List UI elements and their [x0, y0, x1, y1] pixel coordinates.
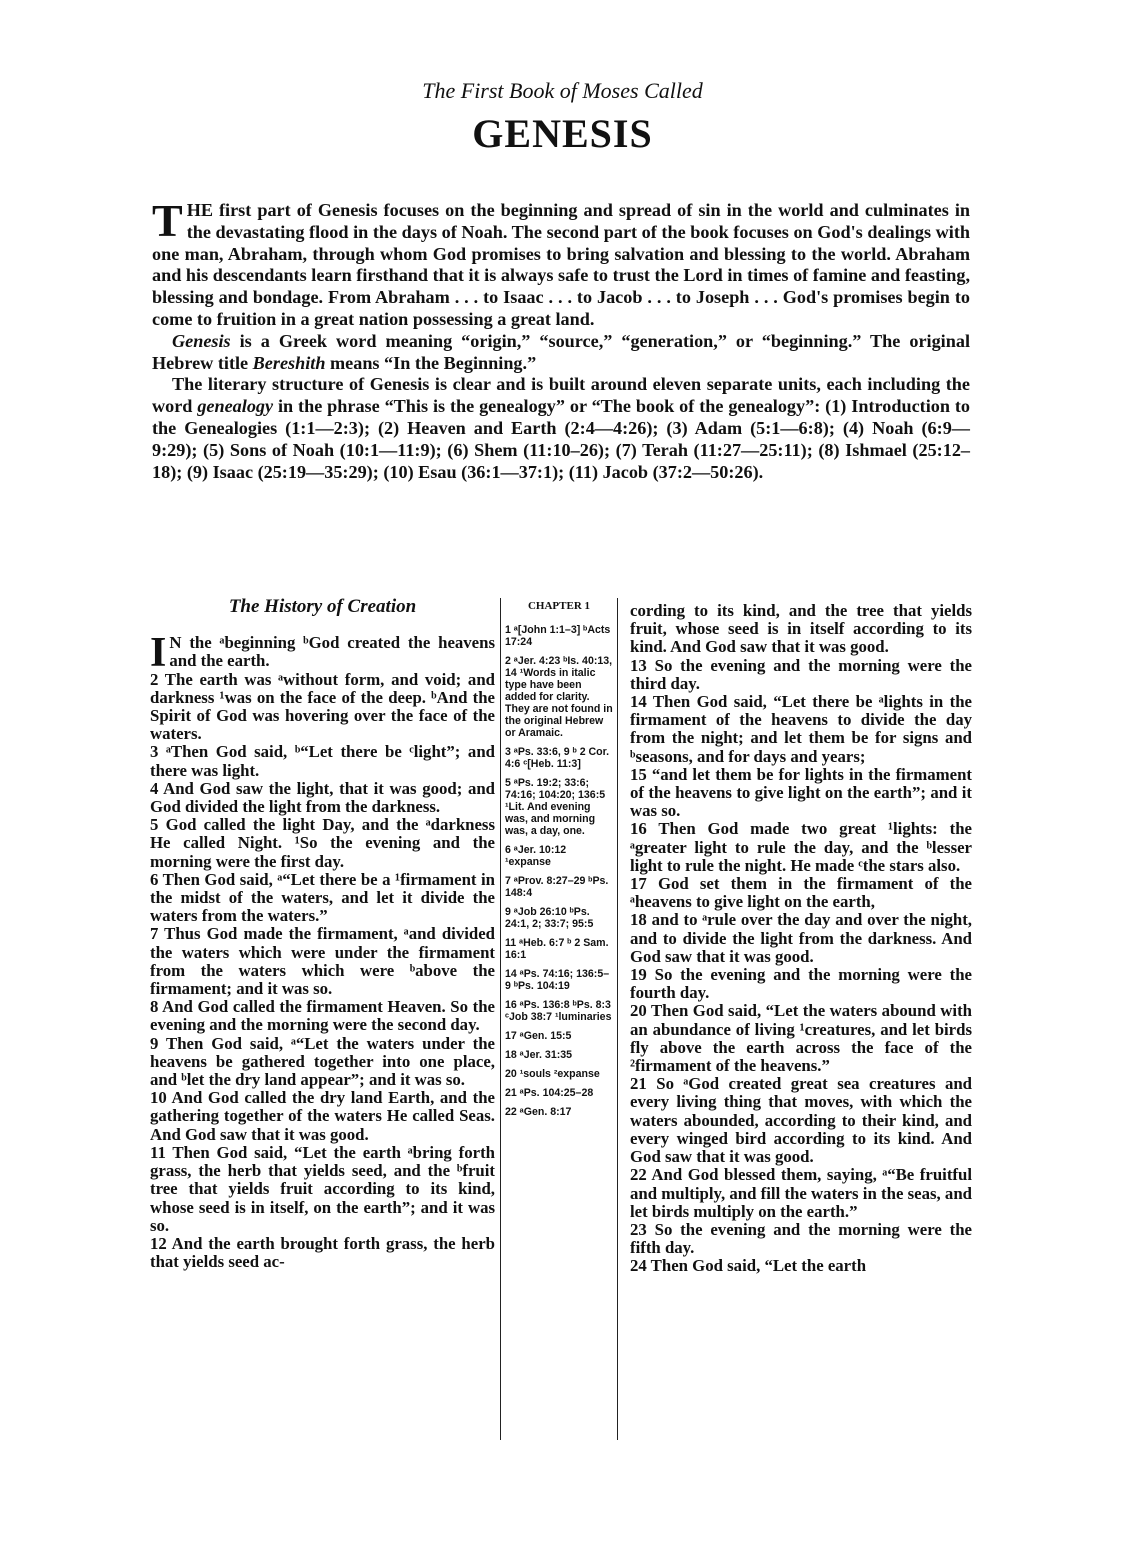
verse-19: 19 So the evening and the morning were the fourth day.: [630, 965, 972, 1003]
verse-12-continued: cording to its kind, and the tree that yields fruit, whose seed is in itself according to its kind. And God saw that it was good.: [630, 601, 972, 657]
verse-3: 3 ᵃThen God said, ᵇ“Let there be ᶜlight”; and there was light.: [150, 742, 495, 780]
verse-24: 24 Then God said, “Let the earth: [630, 1256, 867, 1276]
cross-reference: 22 ᵃGen. 8:17: [505, 1106, 572, 1118]
verse-18: 18 and to ᵃrule over the day and over the night, and to divide the light from the darkness. And God saw that it was good.: [630, 910, 972, 966]
verse-1-text: N the ᵃbeginning ᵇGod created the heavens and the earth.: [169, 633, 495, 671]
chapter-label: CHAPTER 1: [527, 600, 591, 612]
verse-21: 21 So ᵃGod created great sea creatures and every living thing that moves, with which the waters abounded, according to their kind, and every winged bird according to its kind. And God saw that it was good.: [630, 1074, 972, 1167]
cross-reference: 20 ¹souls ²expanse: [505, 1068, 600, 1080]
book-introduction: [152, 195, 970, 483]
cross-reference: 9 ᵃJob 26:10 ᵇPs. 24:1, 2; 33:7; 95:5: [505, 906, 594, 930]
verse-10: 10 And God called the dry land Earth, and the gathering together of the waters He called Seas. And God saw that it was good.: [150, 1088, 495, 1144]
cross-reference: 1 ᵃ[John 1:1–3] ᵇActs 17:24: [505, 624, 611, 648]
verse-11: 11 Then God said, “Let the earth ᵃbring forth grass, the herb that yields seed, and the ᵇfruit tree that yields fruit according to its kind, whose seed is in itself, on the earth”; and it was so.: [150, 1142, 495, 1235]
intro-paragraph-3: [152, 374, 970, 483]
cross-reference: 5 ᵃPs. 19:2; 33:6; 74:16; 104:20; 136:5 ¹Lit. And evening was, and morning was, a day, one.: [505, 777, 606, 837]
intro-p1-text: HE first part of Genesis focuses on the beginning and spread of sin in the world and culminates in the devastating flood in the days of Noah. The second part of the book focuses on God's dealings with one man, Abraham, through whom God promises to bring salvation and blessing to the world. Abraham and his descendants learn firsthand that it is always safe to trust the Lord in times of famine and feasting, blessing and bondage. From Abraham . . . to Isaac . . . to Jacob . . . to Joseph . . . God's promises begin to come to fruition in a great nation possessing a great land.: [152, 200, 970, 329]
verse-6: 6 Then God said, ᵃ“Let there be a ¹firmament in the midst of the waters, and let it divide the waters from the waters.”: [150, 869, 495, 926]
cross-reference: 2 ᵃJer. 4:23 ᵇIs. 40:13, 14 ¹Words in italic type have been added for clarity. They are not found in the original Hebrew or Aramaic.: [505, 655, 613, 739]
scripture-column-right: [630, 602, 972, 1276]
cross-reference: 11 ᵃHeb. 6:7 ᵇ 2 Sam. 16:1: [505, 937, 609, 961]
intro-p2-genesis: Genesis: [172, 330, 231, 351]
verse-14: 14 Then God said, “Let there be ᵃlights in the firmament of the heavens to divide the day from the night; and let them be for signs and ᵇseasons, and for days and years;: [630, 692, 972, 766]
cross-reference: 16 ᵃPs. 136:8 ᵇPs. 8:3 ᶜJob 38:7 ¹luminaries: [505, 999, 612, 1023]
verse-22: 22 And God blessed them, saying, ᵃ“Be fruitful and multiply, and fill the waters in the seas, and let birds multiply on the earth.”: [630, 1165, 972, 1221]
verse-15: 15 “and let them be for lights in the firmament of the heavens to give light on the earth”; and it was so.: [630, 764, 972, 821]
intro-p3-text: The literary structure of Genesis is clear and is built around eleven separate units, each including the word: [152, 374, 970, 417]
cross-reference: 21 ᵃPs. 104:25–28: [505, 1087, 594, 1099]
cross-reference: 14 ᵃPs. 74:16; 136:5–9 ᵇPs. 104:19: [505, 968, 610, 992]
verse-13: 13 So the evening and the morning were the third day.: [630, 655, 972, 693]
intro-paragraph-1: [152, 195, 970, 331]
verse-1-dropcap: I: [150, 630, 167, 677]
intro-p2-text: is a Greek word meaning “origin,” “source,” “generation,” or “beginning.” The original Hebrew title: [152, 330, 970, 373]
verse-16: 16 Then God made two great ¹lights: the ᵃgreater light to rule the day, and the ᵇlesser light to rule the night. He made ᶜthe stars also.: [630, 819, 972, 875]
verse-2: 2 The earth was ᵃwithout form, and void; and darkness ¹was on the face of the deep. ᵇAnd the Spirit of God was hovering over the face of the waters.: [150, 669, 495, 744]
cross-reference-column: [500, 598, 618, 1440]
verse-23: 23 So the evening and the morning were the fifth day.: [630, 1219, 972, 1258]
book-subtitle: The First Book of Moses Called: [422, 78, 703, 103]
section-heading: The History of Creation: [228, 596, 417, 617]
intro-p3-genealogy: genealogy: [197, 396, 274, 417]
intro-p2-text-end: means “In the Beginning.”: [325, 352, 537, 373]
verse-17: 17 God set them in the firmament of the ᵃheavens to give light on the earth,: [630, 874, 972, 912]
cross-reference: 6 ᵃJer. 10:12 ¹expanse: [505, 844, 567, 868]
verse-4: 4 And God saw the light, that it was good; and God divided the light from the darkness.: [150, 778, 495, 817]
verse-7: 7 Thus God made the firmament, ᵃand divided the waters which were under the firmament from the waters which were ᵇabove the firmament; and it was so.: [150, 924, 495, 999]
cross-reference: 18 ᵃJer. 31:35: [505, 1049, 573, 1061]
verse-9: 9 Then God said, ᵃ“Let the waters under the heavens be gathered together into one place, and ᵇlet the dry land appear”; and it was so.: [150, 1033, 495, 1090]
verse-5: 5 God called the light Day, and the ᵃdarkness He called Night. ¹So the evening and the morning were the first day.: [150, 815, 495, 871]
verse-20: 20 Then God said, “Let the waters abound with an abundance of living ¹creatures, and let birds fly above the earth across the face of the ²firmament of the heavens.”: [630, 1001, 972, 1076]
intro-dropcap: T: [152, 195, 183, 246]
cross-reference: 17 ᵃGen. 15:5: [505, 1030, 572, 1042]
verse-12: 12 And the earth brought forth grass, the herb that yields seed ac-: [150, 1233, 495, 1272]
cross-reference: 7 ᵃProv. 8:27–29 ᵇPs. 148:4: [505, 875, 609, 899]
cross-reference: 3 ᵃPs. 33:6, 9 ᵇ 2 Cor. 4:6 ᶜ[Heb. 11:3]: [505, 746, 610, 770]
verse-1: [150, 630, 495, 677]
intro-p2-bereshith: Bereshith: [252, 352, 326, 373]
intro-paragraph-2: [152, 331, 970, 375]
intro-p3-text-end: in the phrase “This is the genealogy” or “The book of the genealogy”: (1) Introduction to the Genealogies (1:1—2:3); (2) Heaven and Earth (2:4—4:26); (3) Adam (5:1—6:8); (4) Noah (6:9—9:29); (5) Sons of Noah (10:1—11:9); (6) Shem (11:10–26); (7) Terah (11:27—25:11); (8) Ishmael (25:12–18); (9) Isaac (25:19—35:29); (10) Esau (36:1—37:1); (11) Jacob (37:2—50:26).: [152, 396, 970, 482]
book-title: GENESIS: [472, 111, 653, 156]
verse-8: 8 And God called the firmament Heaven. So the evening and the morning were the second day.: [150, 997, 495, 1035]
scripture-column-left: [150, 598, 495, 1271]
